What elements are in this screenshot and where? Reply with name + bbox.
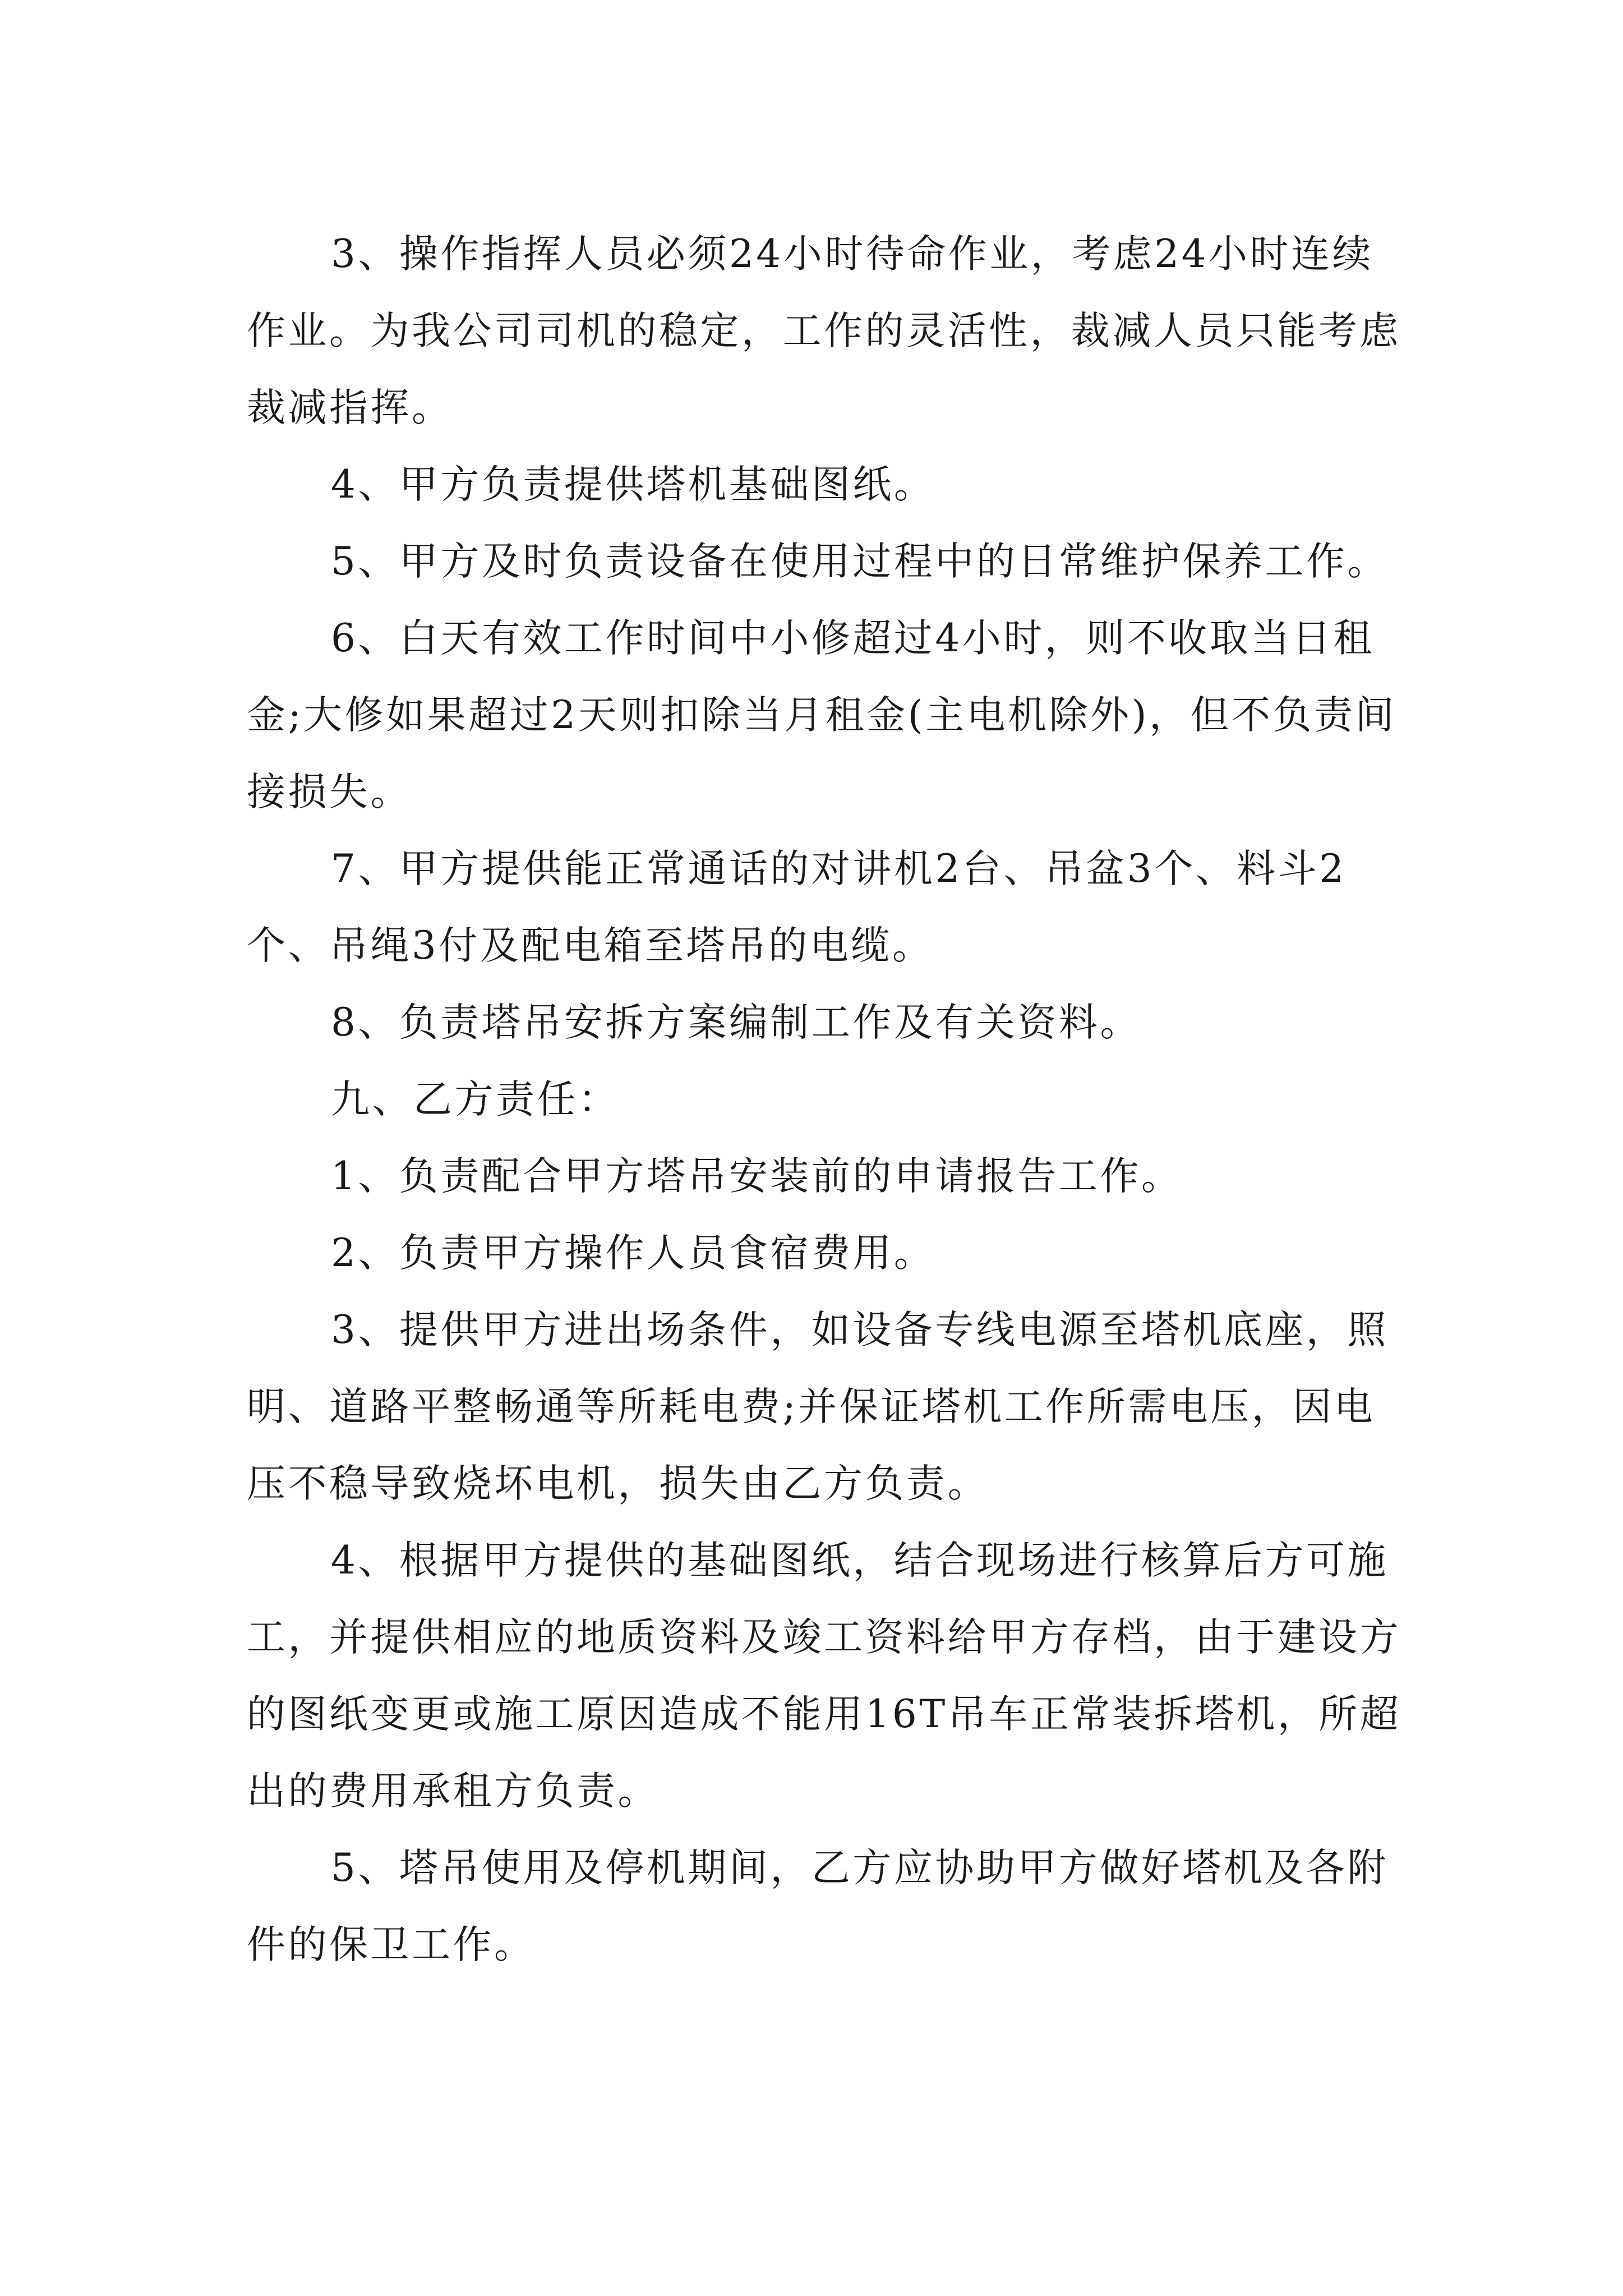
paragraph-b-item-2: 2、负责甲方操作人员食宿费用。 — [331, 1231, 935, 1276]
paragraph-b-item-1: 1、负责配合甲方塔吊安装前的申请报告工作。 — [331, 1154, 1183, 1199]
paragraph-item-3-operator: 3、操作指挥人员必须24小时待命作业，考虑24小时连续作业。为我公司司机的稳定，工作的灵活性，裁减人员只能考虑裁减指挥。 — [247, 232, 1401, 430]
paragraph-item-8-plan: 8、负责塔吊安拆方案编制工作及有关资料。 — [331, 1000, 1141, 1045]
paragraph-item-4-drawings: 4、甲方负责提供塔机基础图纸。 — [331, 462, 935, 507]
document-body — [247, 216, 1402, 1984]
section-heading-party-b: 九、乙方责任： — [331, 1077, 620, 1122]
paragraph-item-6-repair: 6、白天有效工作时间中小修超过4小时，则不收取当日租金;大修如果超过2天则扣除当月租金(主电机除外)，但不负责间接损失。 — [247, 616, 1396, 815]
paragraph-item-7-equipment: 7、甲方提供能正常通话的对讲机2台、吊盆3个、料斗2个、吊绳3付及配电箱至塔吊的电缆。 — [247, 846, 1347, 968]
paragraph-b-item-5: 5、塔吊使用及停机期间，乙方应协助甲方做好塔机及各附件的保卫工作。 — [247, 1846, 1389, 1967]
paragraph-b-item-3: 3、提供甲方进出场条件，如设备专线电源至塔机底座，照明、道路平整畅通等所耗电费;并保证塔机工作所需电压，因电压不稳导致烧坏电机，损失由乙方负责。 — [247, 1308, 1389, 1506]
paragraph-b-item-4: 4、根据甲方提供的基础图纸，结合现场进行核算后方可施工，并提供相应的地质资料及竣工资料给甲方存档，由于建设方的图纸变更或施工原因造成不能用16T吊车正常装拆塔机，所超出的费用承租方负责。 — [247, 1538, 1401, 1814]
paragraph-item-5-maintenance: 5、甲方及时负责设备在使用过程中的日常维护保养工作。 — [331, 539, 1389, 584]
